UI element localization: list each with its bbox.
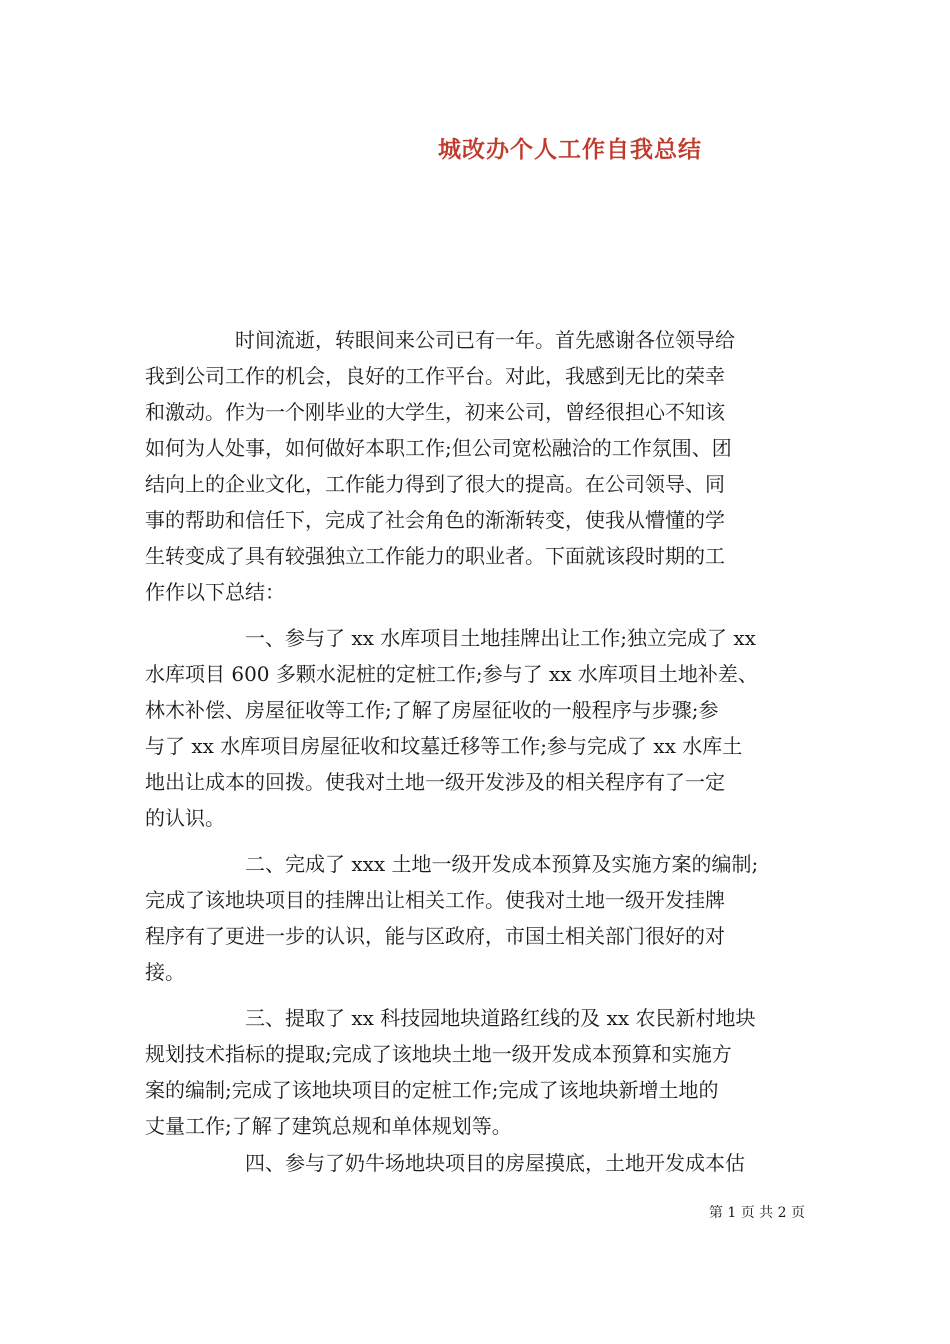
paragraph-line: 地出让成本的回拨。使我对土地一级开发涉及的相关程序有了一定 xyxy=(145,770,725,794)
paragraph-line: 规划技术指标的提取;完成了该地块土地一级开发成本预算和实施方 xyxy=(145,1042,732,1066)
document-title: 城改办个人工作自我总结 xyxy=(438,136,702,163)
paragraph-line: 案的编制;完成了该地块项目的定桩工作;完成了该地块新增土地的 xyxy=(145,1078,719,1102)
paragraph-line: 接。 xyxy=(145,960,185,984)
paragraph-line: 与了 xx 水库项目房屋征收和坟墓迁移等工作;参与完成了 xx 水库土 xyxy=(145,734,743,758)
paragraph-line: 作作以下总结： xyxy=(145,580,285,604)
paragraph-line: 我到公司工作的机会，良好的工作平台。对此，我感到无比的荣幸 xyxy=(145,364,725,388)
paragraph-line: 一、参与了 xx 水库项目土地挂牌出让工作;独立完成了 xx xyxy=(245,626,756,650)
paragraph-line: 如何为人处事，如何做好本职工作;但公司宽松融洽的工作氛围、团 xyxy=(145,436,732,460)
paragraph-line: 生转变成了具有较强独立工作能力的职业者。下面就该段时期的工 xyxy=(145,544,725,568)
paragraph-line: 林木补偿、房屋征收等工作;了解了房屋征收的一般程序与步骤;参 xyxy=(145,698,719,722)
paragraph-line: 时间流逝，转眼间来公司已有一年。首先感谢各位领导给 xyxy=(235,328,735,352)
paragraph-line: 水库项目 600 多颗水泥桩的定桩工作;参与了 xx 水库项目土地补差、 xyxy=(145,662,758,686)
paragraph-line: 的认识。 xyxy=(145,806,225,830)
paragraph-line: 结向上的企业文化，工作能力得到了很大的提高。在公司领导、同 xyxy=(145,472,725,496)
paragraph-line: 三、提取了 xx 科技园地块道路红线的及 xx 农民新村地块 xyxy=(245,1006,756,1030)
paragraph-line: 完成了该地块项目的挂牌出让相关工作。使我对土地一级开发挂牌 xyxy=(145,888,725,912)
paragraph-line: 丈量工作;了解了建筑总规和单体规划等。 xyxy=(145,1114,512,1138)
page-number-footer: 第 1 页 共 2 页 xyxy=(708,1205,805,1221)
paragraph-line: 二、完成了 xxx 土地一级开发成本预算及实施方案的编制; xyxy=(245,852,759,876)
paragraph-line: 事的帮助和信任下，完成了社会角色的渐渐转变，使我从懵懂的学 xyxy=(145,508,725,532)
paragraph-line: 和激动。作为一个刚毕业的大学生，初来公司，曾经很担心不知该 xyxy=(145,400,725,424)
paragraph-line: 四、参与了奶牛场地块项目的房屋摸底，土地开发成本估 xyxy=(245,1151,745,1175)
paragraph-line: 程序有了更进一步的认识，能与区政府，市国土相关部门很好的对 xyxy=(145,924,725,948)
